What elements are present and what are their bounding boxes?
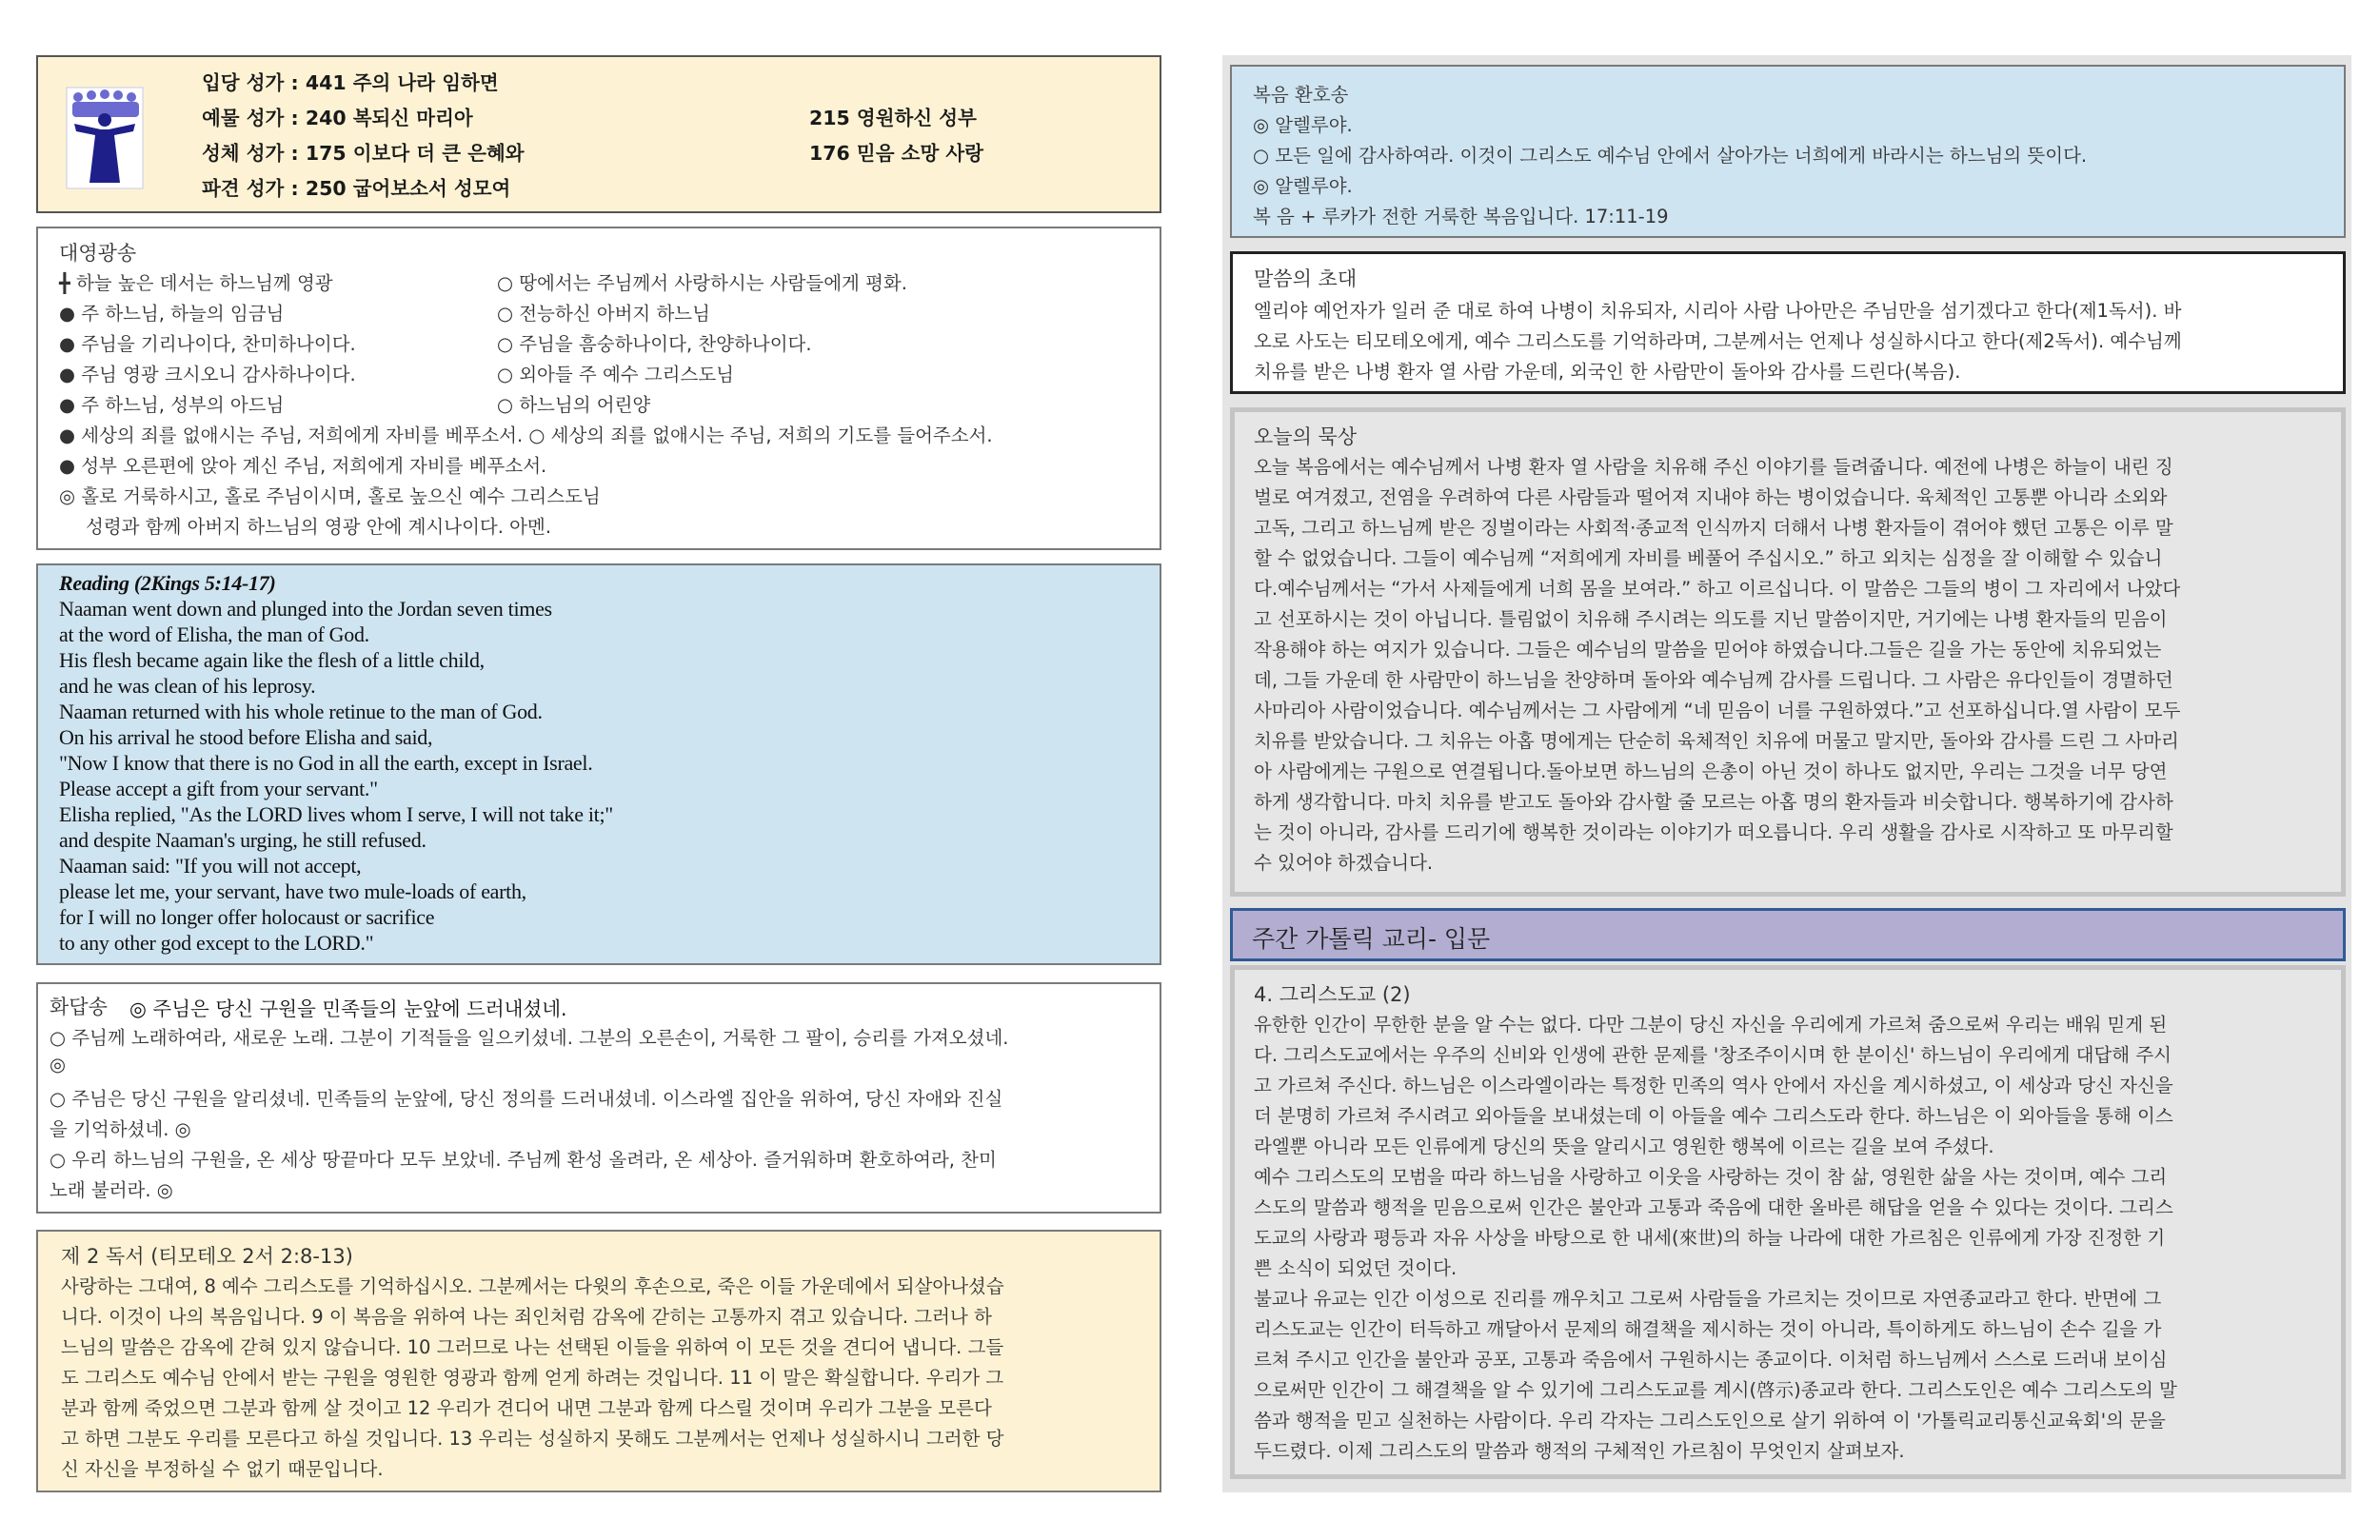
meditation-line: 오늘 복음에서는 예수님께서 나병 환자 열 사람을 치유해 주신 이야기를 들려줍니다. 예전에 나병은 하늘이 내린 징 (1254, 456, 2173, 478)
hymn-extra-2: 176 믿음 소망 사랑 (809, 142, 984, 165)
first-reading-line: "Now I know that there is no God in all the earth, except in Israel. (59, 751, 593, 775)
hymn-box (36, 55, 1161, 213)
catechism-line: 두드렸다. 이제 그리스도의 말씀과 행적의 구체적인 가르침이 무엇인지 살펴보자. (1254, 1440, 1905, 1462)
acclamation-line: ○ 모든 일에 감사하여라. 이것이 그리스도 예수님 안에서 살아가는 너희에게 바라시는 하느님의 뜻이다. (1253, 145, 2088, 167)
catechism-line: 쁜 소식이 되었던 것이다. (1254, 1257, 1458, 1279)
first-reading-line: Naaman said: "If you will not accept, (59, 854, 362, 878)
catechism-line: 예수 그리스도의 모범을 따라 하느님을 사랑하고 이웃을 사랑하는 것이 참 삶, 영원한 삶을 사는 것이며, 예수 그리 (1254, 1166, 2168, 1188)
hymn-entrance: 입당 성가 : 441 주의 나라 임하면 (202, 71, 499, 94)
meditation-line: 할 수 없었습니다. 그들이 예수님께 “저희에게 자비를 베풀어 주십시오.” 하고 외치는 심정을 잘 이해할 수 있습니 (1254, 547, 2163, 569)
second-reading-line: 고 하면 그분도 우리를 모른다고 하실 것입니다. 13 우리는 성실하지 못해도 그분께서는 언제나 성실하시니 그러한 당 (61, 1428, 1004, 1450)
gloria-box (36, 227, 1161, 550)
first-reading-line: at the word of Elisha, the man of God. (59, 622, 369, 646)
gloria-right-line: ○ 땅에서는 주님께서 사랑하시는 사람들에게 평화. (497, 272, 907, 294)
meditation-line: 하게 생각합니다. 마치 치유를 받고도 돌아와 감사할 줄 모르는 아홉 명의 환자들과 비슷합니다. 행복하기에 감사하 (1254, 791, 2173, 813)
first-reading-line: for I will no longer offer holocaust or sacrifice (59, 905, 435, 929)
catechism-line: 리스도교는 인간이 터득하고 깨달아서 문제의 해결책을 제시하는 것이 아니라, 특이하게도 하느님이 손수 길을 가 (1254, 1318, 2162, 1340)
gloria-right-line: ○ 주님을 흠숭하나이다, 찬양하나이다. (497, 333, 812, 355)
gloria-left-line: ● 주님 영광 크시오니 감사하나이다. (59, 364, 356, 385)
gospel-reference: 복 음 + 루카가 전한 거룩한 복음입니다. 17:11-19 (1253, 206, 1669, 227)
first-reading-title: Reading (2Kings 5:14-17) (59, 571, 276, 595)
catechism-line: 르쳐 주시고 인간을 불안과 공포, 고통과 죽음에서 구원하시는 종교이다. 이처럼 하느님께서 스스로 드러내 보이심 (1254, 1349, 2168, 1371)
invitation-title: 말씀의 초대 (1254, 267, 1358, 290)
gloria-right-line: ○ 하느님의 어린양 (497, 394, 651, 416)
first-reading-box (36, 563, 1161, 965)
gloria-left-line: ● 주님을 기리나이다, 찬미하나이다. (59, 333, 356, 355)
first-reading-line: and despite Naaman's urging, he still refused. (59, 828, 426, 852)
gospel-acclamation-box (1230, 65, 2346, 238)
choir-priest-icon (65, 84, 145, 190)
psalm-box (36, 982, 1161, 1214)
gloria-title: 대영광송 (59, 242, 137, 265)
catechism-line: 불교나 유교는 인간 이성으로 진리를 깨우치고 그로써 사람들을 가르치는 것이므로 자연종교라고 한다. 반면에 그 (1254, 1288, 2162, 1310)
hymn-communion: 성체 성가 : 175 이보다 더 큰 은혜와 (202, 142, 525, 165)
hymn-extra-1: 215 영원하신 성부 (809, 107, 977, 129)
second-reading-line: 니다. 이것이 나의 복음입니다. 9 이 복음을 위하여 나는 죄인처럼 감옥에 갇히는 고통까지 겪고 있습니다. 그러나 하 (61, 1306, 992, 1328)
first-reading-line: His flesh became again like the flesh of a little child, (59, 648, 485, 672)
meditation-line: 아 사람에게는 구원으로 연결됩니다.돌아보면 하느님의 은총이 아닌 것이 하나도 없지만, 우리는 그것을 너무 당연 (1254, 760, 2168, 782)
meditation-line: 사마리아 사람이었습니다. 예수님께서는 그 사람에게 “네 믿음이 너를 구원하였다.”고 선포하십니다.열 사람이 모두 (1254, 700, 2181, 721)
gloria-full-line: ● 성부 오른편에 앉아 계신 주님, 저희에게 자비를 베푸소서. (59, 455, 547, 477)
first-reading-line: Please accept a gift from your servant." (59, 777, 378, 800)
psalm-title: 화답송 (50, 996, 108, 1018)
hymn-offertory: 예물 성가 : 240 복되신 마리아 (202, 107, 473, 129)
gloria-right-line: ○ 전능하신 아버지 하느님 (497, 303, 710, 325)
meditation-line: 벌로 여겨졌고, 전염을 우려하여 다른 사람들과 떨어져 지내야 하는 병이었습니다. 육체적인 고통뿐 아니라 소외와 (1254, 486, 2168, 508)
meditation-line: 작용해야 하는 여지가 있습니다. 그들은 예수님의 말씀을 믿어야 하였습니다.그들은 길을 가는 동안에 치유되었는 (1254, 639, 2162, 661)
meditation-line: 다.예수님께서는 “가서 사제들에게 너희 몸을 보여라.” 하고 이르십니다. 이 말씀은 그들의 병이 그 자리에서 나았다 (1254, 578, 2181, 600)
meditation-title: 오늘의 묵상 (1254, 425, 1358, 448)
meditation-box (1230, 407, 2346, 897)
gloria-full-line: ◎ 홀로 거룩하시고, 홀로 주님이시며, 홀로 높으신 예수 그리스도님 (59, 485, 601, 507)
catechism-line: 스도의 말씀과 행적을 믿음으로써 인간은 불안과 고통과 죽음에 대한 올바른 해답을 얻을 수 있다는 것이다. 그리스 (1254, 1196, 2173, 1218)
gloria-left-line: ● 주 하느님, 하늘의 임금님 (59, 303, 285, 325)
psalm-line: 노래 불러라. ◎ (50, 1179, 173, 1201)
catechism-line: 라엘뿐 아니라 모든 인류에게 당신의 뜻을 알리시고 영원한 행복에 이르는 길을 보여 주셨다. (1254, 1135, 1994, 1157)
gloria-right-line: ○ 외아들 주 예수 그리스도님 (497, 364, 735, 385)
second-reading-title: 제 2 독서 (티모테오 2서 2:8-13) (61, 1245, 353, 1268)
second-reading-line: 느님의 말씀은 감옥에 갇혀 있지 않습니다. 10 그러므로 나는 선택된 이들을 위하여 이 모든 것을 견디어 냅니다. 그들 (61, 1336, 1004, 1358)
psalm-line: 을 기억하셨네. ◎ (50, 1118, 191, 1140)
second-reading-line: 사랑하는 그대여, 8 예수 그리스도를 기억하십시오. 그분께서는 다윗의 후손으로, 죽은 이들 가운데에서 되살아나셨습 (61, 1275, 1004, 1297)
catechism-title: 4. 그리스도교 (2) (1254, 983, 1411, 1006)
invitation-line: 치유를 받은 나병 환자 열 사람 가운데, 외국인 한 사람만이 돌아와 감사를 드린다(복음). (1254, 361, 1961, 383)
first-reading-line: to any other god except to the LORD." (59, 931, 374, 955)
catechism-header (1230, 908, 2346, 961)
second-reading-line: 도 그리스도 예수님 안에서 받는 구원을 영원한 영광과 함께 얻게 하려는 것입니다. 11 이 말은 확실합니다. 우리가 그 (61, 1367, 1004, 1389)
acclamation-line: ◎ 알렐루야. (1253, 114, 1353, 136)
acclamation-line: ◎ 알렐루야. (1253, 175, 1353, 197)
second-reading-line: 분과 함께 죽었으면 그분과 함께 살 것이고 12 우리가 견디어 내면 그분과 함께 다스릴 것이며 우리가 그분을 모른다 (61, 1397, 992, 1419)
meditation-line: 데, 그들 가운데 한 사람만이 하느님을 찬양하며 돌아와 예수님께 감사를 드립니다. 그 사람은 유다인들이 경멸하던 (1254, 669, 2173, 691)
gloria-full-line: ● 세상의 죄를 없애시는 주님, 저희에게 자비를 베푸소서. ○ 세상의 죄를 없애시는 주님, 저희의 기도를 들어주소서. (59, 424, 993, 446)
catechism-header-title: 주간 가톨릭 교리- 입문 (1252, 925, 1491, 953)
invitation-line: 엘리야 예언자가 일러 준 대로 하여 나병이 치유되자, 시리아 사람 나아만은 주님만을 섬기겠다고 한다(제1독서). 바 (1254, 300, 2182, 322)
first-reading-line: Naaman returned with his whole retinue to the man of God. (59, 700, 543, 723)
gloria-full-line: 성령과 함께 아버지 하느님의 영광 안에 계시나이다. 아멘. (86, 516, 552, 538)
catechism-line: 더 분명히 가르쳐 주시려고 외아들을 보내셨는데 이 아들을 예수 그리스도라 한다. 하느님은 이 외아들을 통해 이스 (1254, 1105, 2173, 1127)
catechism-line: 유한한 인간이 무한한 분을 알 수는 없다. 다만 그분이 당신 자신을 우리에게 가르쳐 줌으로써 우리는 배워 믿게 된 (1254, 1014, 2168, 1036)
psalm-line: ○ 주님께 노래하여라, 새로운 노래. 그분이 기적들을 일으키셨네. 그분의 오른손이, 거룩한 그 팔이, 승리를 가져오셨네. (50, 1027, 1009, 1049)
psalm-line: ◎ (50, 1054, 67, 1076)
second-reading-box (36, 1230, 1161, 1492)
invitation-line: 오로 사도는 티모테오에게, 예수 그리스도를 기억하라며, 그분께서는 언제나 성실하시다고 한다(제2독서). 예수님께 (1254, 330, 2182, 352)
first-reading-line: Naaman went down and plunged into the Jordan seven times (59, 597, 552, 621)
catechism-line: 고 가르쳐 주신다. 하느님은 이스라엘이라는 특정한 민족의 역사 안에서 자신을 계시하셨고, 이 세상과 당신 자신을 (1254, 1075, 2173, 1096)
gloria-left-line: ╋ 하늘 높은 데서는 하느님께 영광 (59, 272, 333, 294)
meditation-line: 수 있어야 하겠습니다. (1254, 852, 1434, 874)
catechism-line: 으로써만 인간이 그 해결책을 알 수 있기에 그리스도교를 계시(啓示)종교라 한다. 그리스도인은 예수 그리스도의 말 (1254, 1379, 2177, 1401)
catechism-line: 다. 그리스도교에서는 우주의 신비와 인생에 관한 문제를 '창조주이시며 한 분이신' 하느님이 우리에게 대답해 주시 (1254, 1044, 2172, 1066)
first-reading-line: Elisha replied, "As the LORD lives whom I serve, I will not take it;" (59, 802, 613, 826)
meditation-line: 고독, 그리고 하느님께 받은 징벌이라는 사회적·종교적 인식까지 더해서 나병 환자들이 겪어야 했던 고통은 이루 말 (1254, 517, 2173, 539)
meditation-line: 치유를 받았습니다. 그 치유는 아홉 명에게는 단순히 육체적인 치유에 머물고 말지만, 돌아와 감사를 드린 그 사마리 (1254, 730, 2179, 752)
psalm-line: ○ 주님은 당신 구원을 알리셨네. 민족들의 눈앞에, 당신 정의를 드러내셨네. 이스라엘 집안을 위하여, 당신 자애와 진실 (50, 1088, 1003, 1110)
psalm-response: ◎ 주님은 당신 구원을 민족들의 눈앞에 드러내셨네. (129, 997, 567, 1020)
meditation-line: 는 것이 아니라, 감사를 드리기에 행복한 것이라는 이야기가 떠오릅니다. 우리 생활을 감사로 시작하고 또 마무리할 (1254, 821, 2173, 843)
catechism-line: 씀과 행적을 믿고 실천하는 사람이다. 우리 각자는 그리스도인으로 살기 위하여 이 '가톨릭교리통신교육회'의 문을 (1254, 1410, 2166, 1431)
acclamation-line: 복음 환호송 (1253, 84, 1349, 106)
first-reading-line: On his arrival he stood before Elisha and said, (59, 725, 433, 749)
gloria-left-line: ● 주 하느님, 성부의 아드님 (59, 394, 285, 416)
psalm-line: ○ 우리 하느님의 구원을, 온 세상 땅끝마다 모두 보았네. 주님께 환성 올려라, 온 세상아. 즐거워하며 환호하여라, 찬미 (50, 1149, 997, 1171)
second-reading-line: 신 자신을 부정하실 수 없기 때문입니다. (61, 1458, 384, 1480)
meditation-line: 고 선포하시는 것이 아닙니다. 틀림없이 치유해 주시려는 의도를 지닌 말씀이지만, 거기에는 나병 환자들의 믿음이 (1254, 608, 2168, 630)
hymn-recessional: 파견 성가 : 250 굽어보소서 성모여 (202, 177, 511, 200)
first-reading-line: and he was clean of his leprosy. (59, 674, 316, 698)
catechism-line: 도교의 사랑과 평등과 자유 사상을 바탕으로 한 내세(來世)의 하늘 나라에 대한 가르침은 인류에게 가장 진정한 기 (1254, 1227, 2166, 1249)
word-invitation-box (1230, 251, 2346, 394)
first-reading-line: please let me, your servant, have two mule-loads of earth, (59, 879, 526, 903)
catechism-body (1230, 965, 2346, 1479)
